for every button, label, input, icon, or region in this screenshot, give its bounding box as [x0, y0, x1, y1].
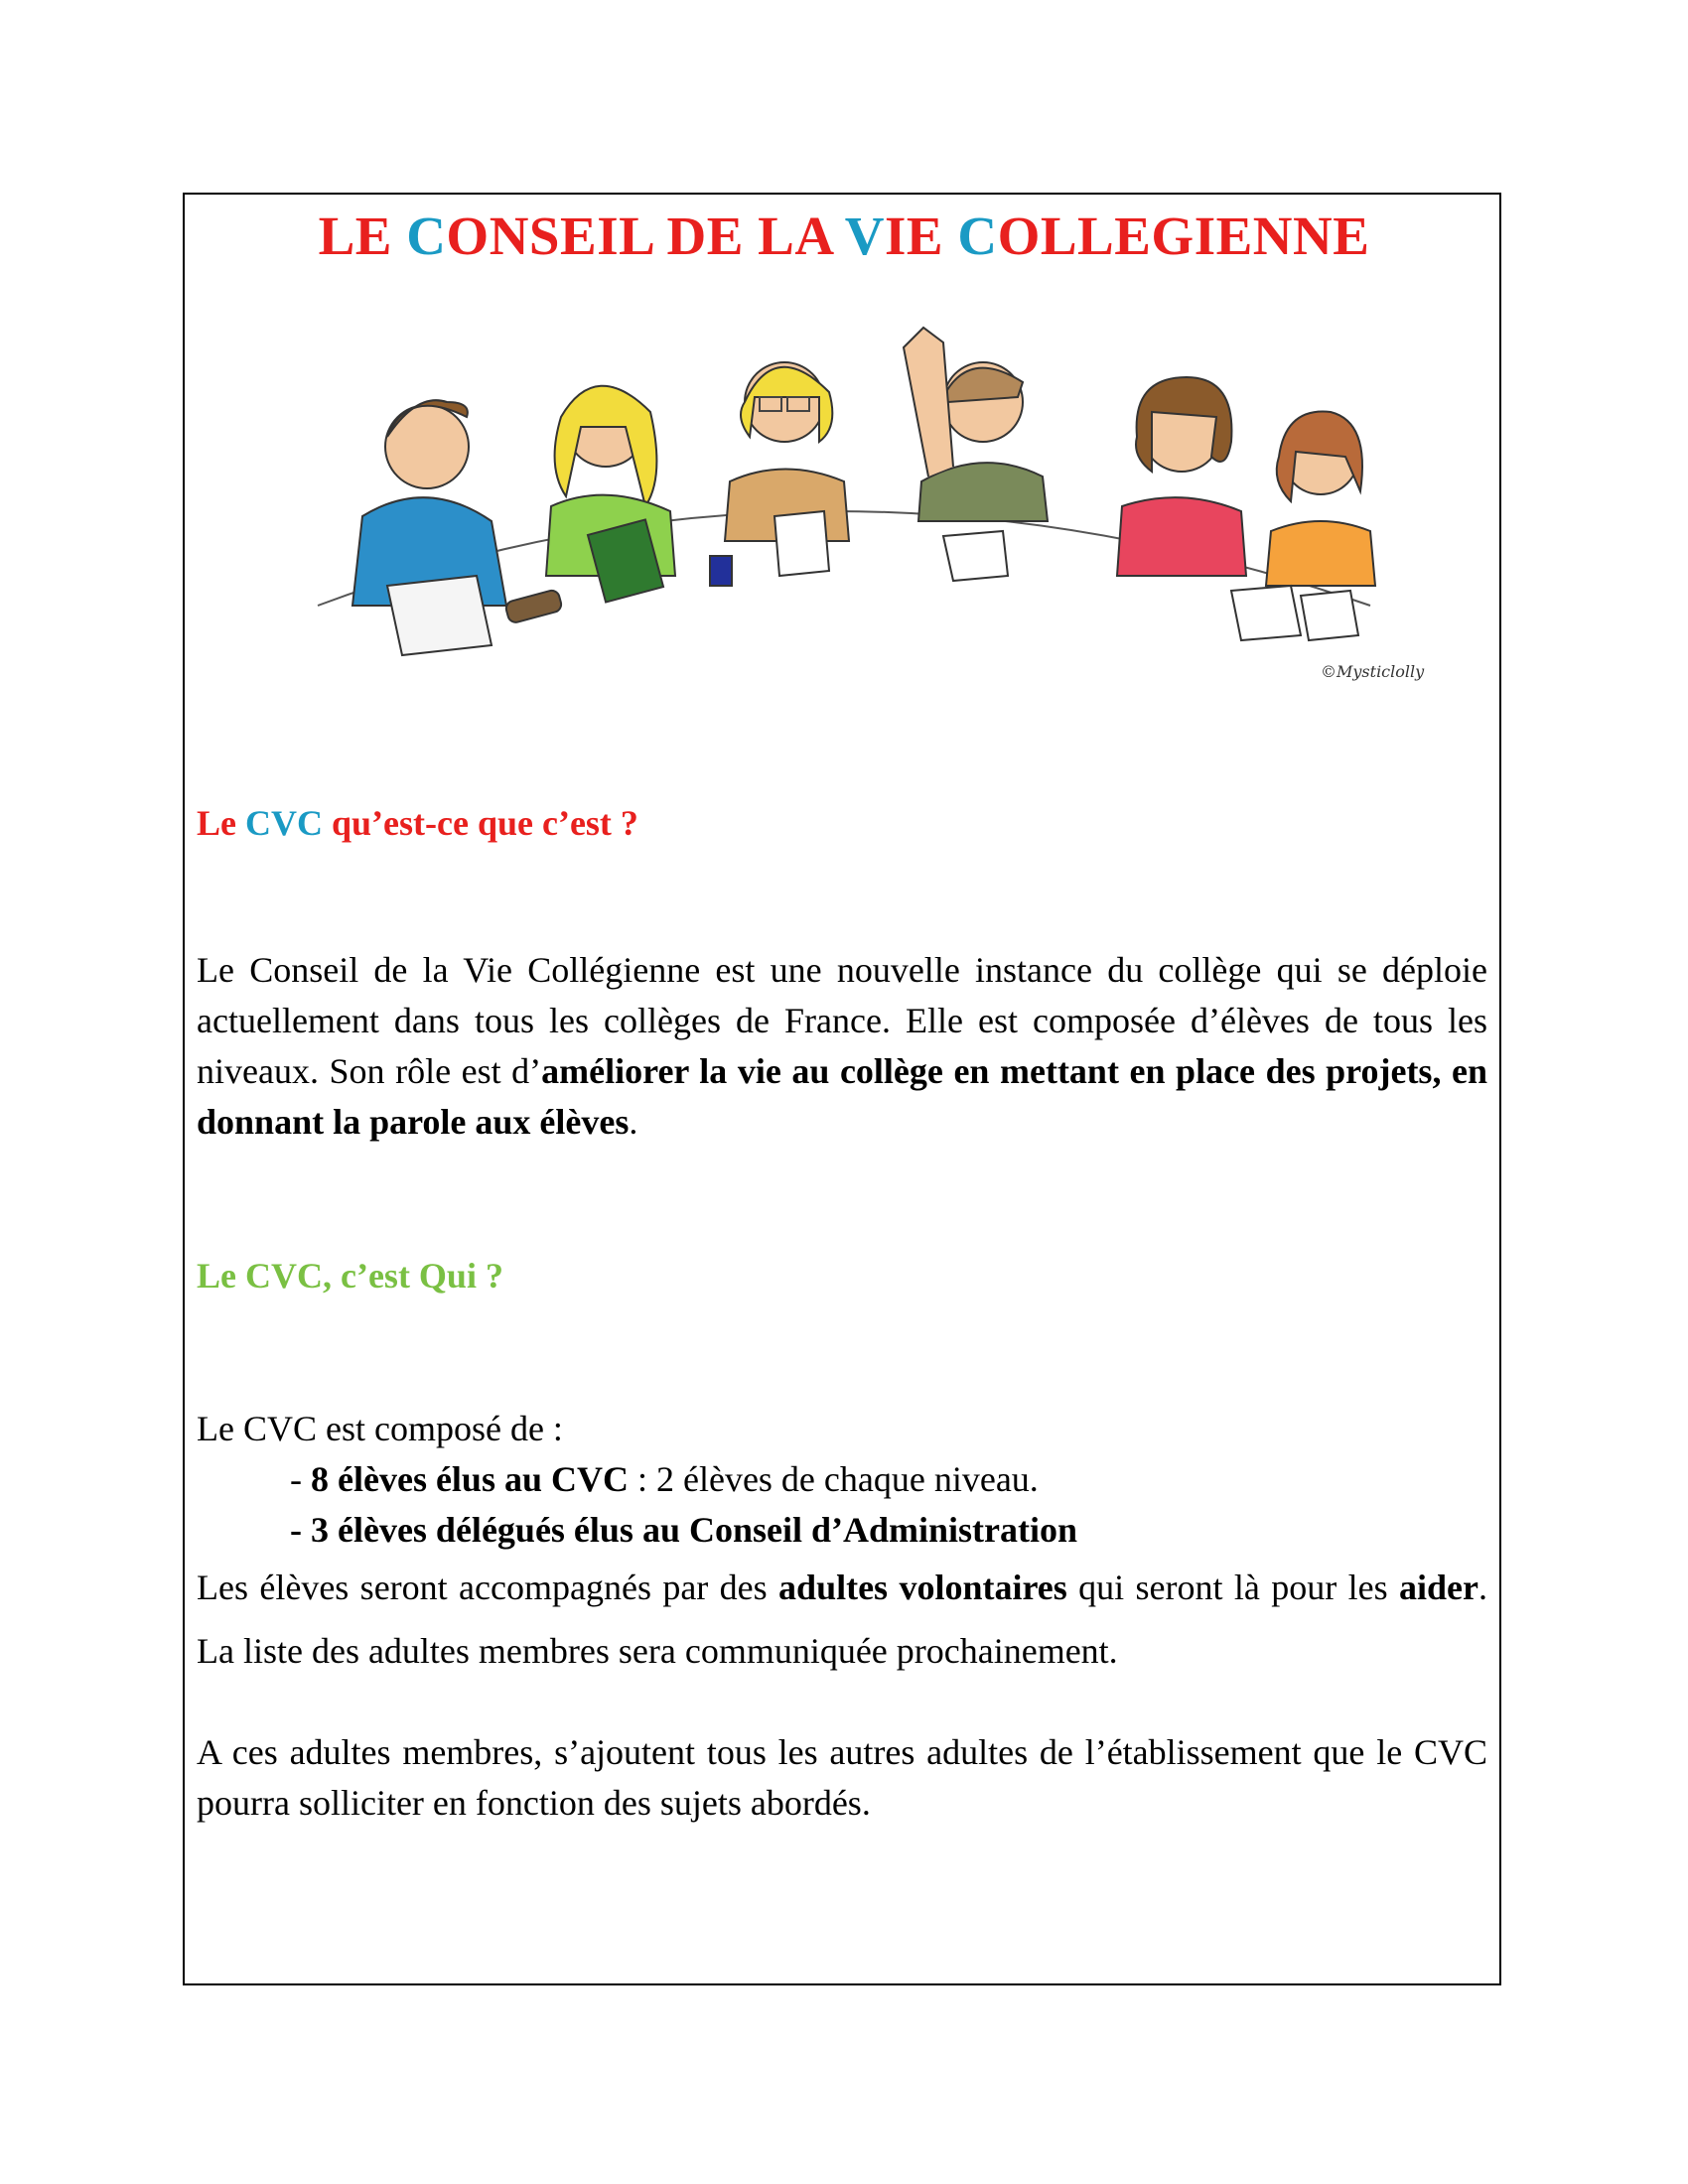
other-adults-paragraph: A ces adultes membres, s’ajoutent tous les autres adultes de l’établissement que le CVC pourra solliciter en fonction des sujets abordés. — [197, 1732, 1487, 1823]
illustration-signature: ©Mysticlolly — [1321, 662, 1425, 681]
student-5-figure — [1117, 377, 1246, 576]
student-1-figure — [352, 400, 563, 655]
section-paragraph-what: Le Conseil de la Vie Collégienne est une nouvelle instance du collège qui se déploie actuellement dans tous les collèges de France. Elle est composée d’élèves de tous les niveaux. Son rôle est d’améliorer la vie au collège en mettant en place des projets, en donnant la parole aux élèves. — [197, 950, 1487, 1142]
student-4-figure — [904, 328, 1048, 581]
composition-item-ca: - 3 élèves délégués élus au Conseil d’Administration — [290, 1510, 1078, 1550]
page-title: LE CONSEIL DE LA VIE COLLEGIENNE — [318, 205, 1370, 266]
section-heading-what: Le CVC qu’est-ce que c’est ? — [197, 803, 638, 843]
student-3-figure — [710, 362, 849, 586]
adults-paragraph: Les élèves seront accompagnés par des adultes volontaires qui seront là pour les aider. La liste des adultes membres sera communiquée prochainement. — [197, 1568, 1487, 1671]
student-6-figure — [1231, 412, 1375, 640]
student-2-figure — [546, 386, 675, 603]
section-heading-who: Le CVC, c’est Qui ? — [197, 1256, 503, 1296]
composition-intro: Le CVC est composé de : — [197, 1409, 563, 1448]
students-illustration — [308, 308, 1425, 695]
composition-item-cvc: - 8 élèves élus au CVC : 2 élèves de chaque niveau. — [290, 1459, 1039, 1499]
